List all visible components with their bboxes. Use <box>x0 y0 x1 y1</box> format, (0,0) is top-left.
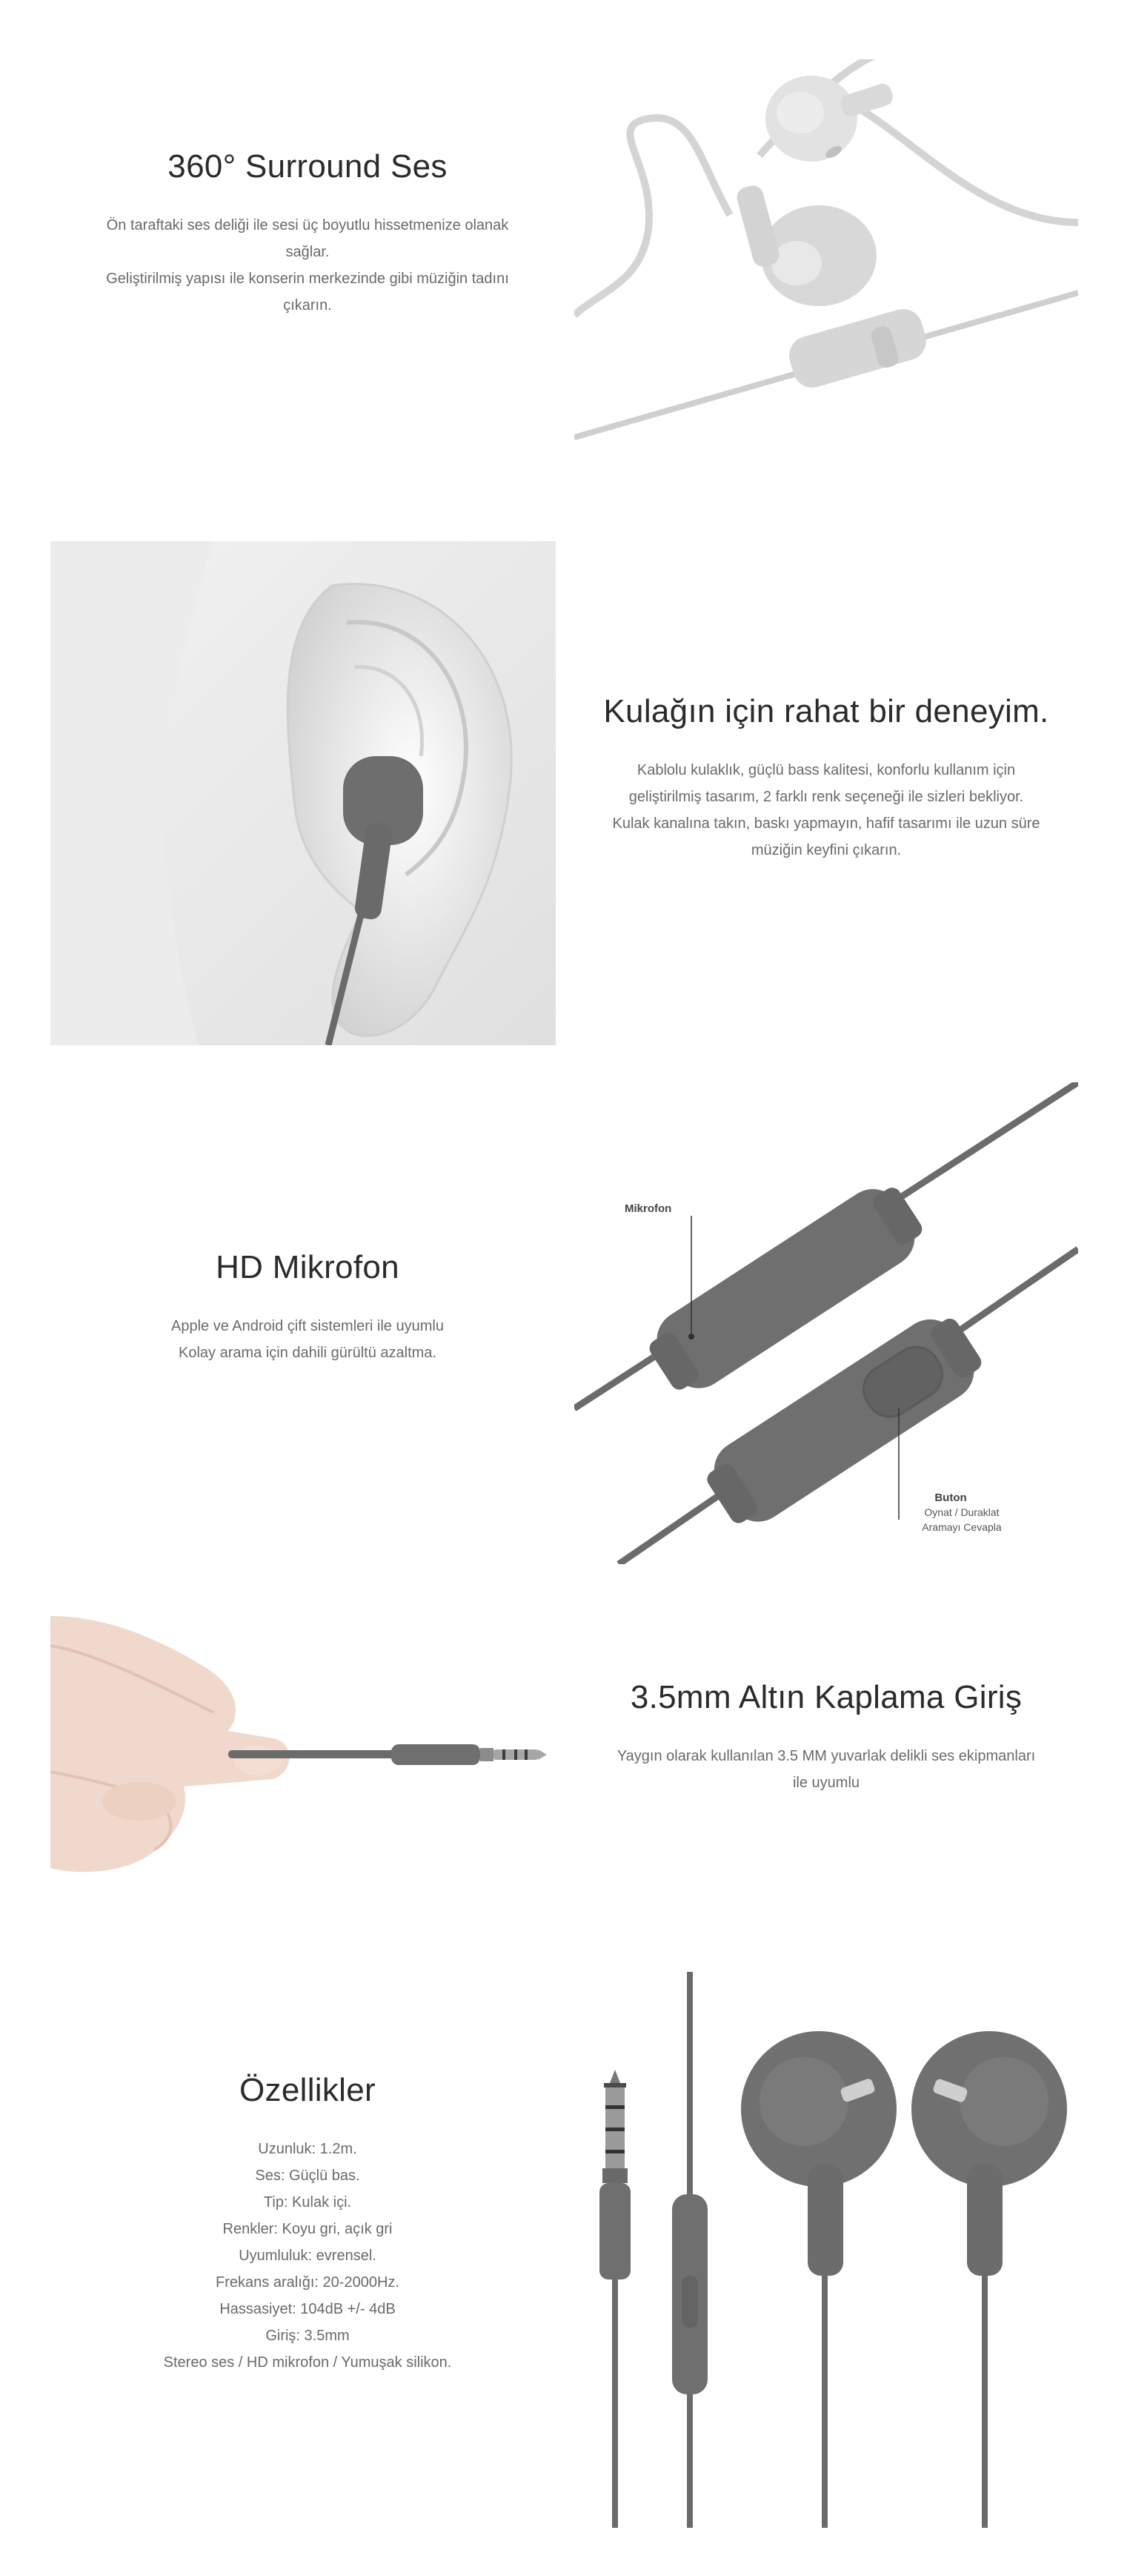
earphones-light-gray-image <box>574 59 1078 474</box>
description-line: çıkarın. <box>283 297 332 314</box>
surround-text-block <box>52 148 563 319</box>
button-callout-line: Aramayı Cevapla <box>922 1521 1002 1533</box>
spec-item: Hassasiyet: 104dB +/- 4dB <box>219 2301 396 2317</box>
spec-item: Ses: Güçlü bas. <box>255 2168 360 2184</box>
section-title: 3.5mm Altın Kaplama Giriş <box>630 1679 1023 1715</box>
mic-callout-label: Mikrofon <box>625 1202 672 1215</box>
section-description <box>52 1313 563 1366</box>
description-line: Yaygın olarak kullanılan 3.5 MM yuvarlak delikli ses ekipmanları <box>616 1748 1036 1764</box>
section-specifications <box>0 1950 1130 2576</box>
jack-text-block <box>574 1679 1078 1796</box>
button-callout-label: Buton <box>934 1491 967 1504</box>
section-description <box>574 1743 1078 1796</box>
description-line: Apple ve Android çift sistemleri ile uyumlu <box>171 1318 444 1334</box>
comfort-text-block <box>574 693 1078 864</box>
earphones-dark-gray-image <box>574 1972 1078 2528</box>
spec-item: Renkler: Koyu gri, açık gri <box>222 2221 393 2237</box>
section-title: 360° Surround Ses <box>167 148 448 185</box>
section-description <box>574 757 1078 864</box>
description-line: ile uyumlu <box>792 1775 860 1791</box>
ear-with-earphone-image <box>50 541 556 1045</box>
section-title: HD Mikrofon <box>216 1249 399 1285</box>
mic-text-block <box>52 1249 563 1366</box>
description-line: geliştirilmiş tasarım, 2 farklı renk seçeneği ile sizleri bekliyor. <box>628 789 1024 805</box>
section-hd-microphone <box>0 1060 1130 1579</box>
spec-item: Frekans aralığı: 20-2000Hz. <box>216 2274 399 2291</box>
button-callout-line: Oynat / Duraklat <box>924 1506 1000 1518</box>
description-line: Kablolu kulaklık, güçlü bass kalitesi, konforlu kullanım için <box>637 762 1016 778</box>
spec-item: Giriş: 3.5mm <box>265 2328 350 2344</box>
hand-holding-jack-image <box>50 1601 556 1898</box>
section-comfort <box>0 519 1130 1060</box>
spec-item: Stereo ses / HD mikrofon / Yumuşak silikon. <box>163 2354 452 2371</box>
section-title: Özellikler <box>239 2072 376 2108</box>
spec-item: Uyumluluk: evrensel. <box>239 2248 376 2264</box>
description-line: sağlar. <box>285 244 330 260</box>
spec-list <box>52 2136 563 2376</box>
spec-item: Uzunluk: 1.2m. <box>258 2141 357 2157</box>
section-gold-jack <box>0 1579 1130 1950</box>
description-line: Kolay arama için dahili gürültü azaltma. <box>179 1345 436 1361</box>
description-line: Kulak kanalına takın, baskı yapmayın, hafif tasarımı ile uzun süre <box>612 815 1040 832</box>
specs-text-block <box>52 2072 563 2376</box>
section-title: Kulağın için rahat bir deneyim. <box>603 693 1049 729</box>
microphone-remote-image <box>574 1082 1078 1564</box>
section-description <box>52 212 563 319</box>
description-line: müziğin keyfini çıkarın. <box>751 842 902 858</box>
description-line: Geliştirilmiş yapısı ile konserin merkezinde gibi müziğin tadını <box>106 271 509 287</box>
section-surround-sound <box>0 0 1130 519</box>
spec-item: Tip: Kulak içi. <box>263 2194 352 2211</box>
description-line: Ön taraftaki ses deliği ile sesi üç boyutlu hissetmenize olanak <box>106 217 509 234</box>
